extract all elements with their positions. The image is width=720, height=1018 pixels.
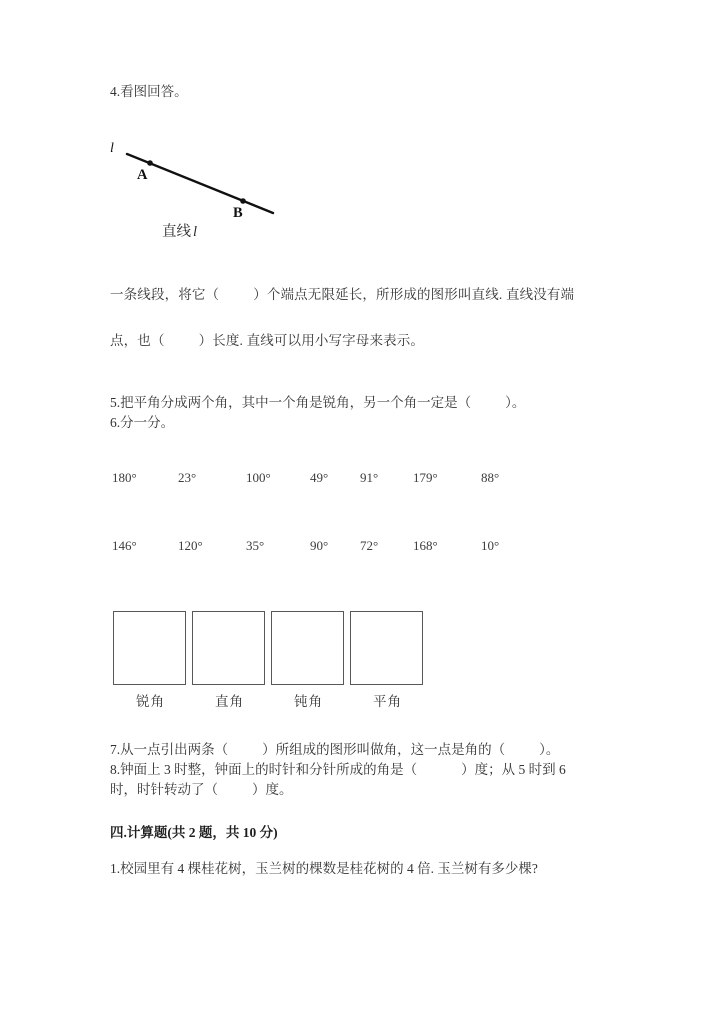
q7-text-b: ）所组成的图形叫做角，这一点是角的（ <box>262 742 506 757</box>
answer-box[interactable] <box>350 611 423 685</box>
q8-text-b: ）度；从 5 时到 6 <box>461 762 566 777</box>
category-box-acute[interactable] <box>113 611 188 710</box>
diagram-caption-italic-l: l <box>193 224 198 240</box>
question-4-heading: 4.看图回答。 <box>110 84 188 99</box>
q8-text-a: 8.钟面上 3 时整，钟面上的时针和分针所成的角是（ <box>110 762 418 777</box>
angle-value: 49° <box>310 470 329 485</box>
category-box-label: 平角 <box>373 694 402 709</box>
q4-text-line1-b: ）个端点无限延长，所形成的图形叫直线. 直线没有端 <box>253 287 575 302</box>
angle-values-row-2 <box>0 538 720 558</box>
line-diagram-svg <box>100 135 320 240</box>
angle-value: 23° <box>178 470 197 485</box>
question-6-heading: 6.分一分。 <box>110 415 175 430</box>
category-box-label: 锐角 <box>136 694 165 709</box>
answer-box[interactable] <box>271 611 344 685</box>
angle-value: 146° <box>112 538 137 553</box>
angle-value: 179° <box>413 470 438 485</box>
q7-text-a: 7.从一点引出两条（ <box>110 742 229 757</box>
q7-text-c: ）。 <box>539 742 560 757</box>
section-question-1: 1.校园里有 4 棵桂花树，玉兰树的棵数是桂花树的 4 倍. 玉兰树有多少棵? <box>110 861 538 876</box>
answer-box[interactable] <box>192 611 265 685</box>
category-box-obtuse[interactable] <box>271 611 346 710</box>
category-box-label: 直角 <box>215 694 244 709</box>
q4-text-line2-a: 点，也（ <box>110 333 165 348</box>
question-4-paragraph <box>110 272 630 364</box>
point-a-label: A <box>137 167 148 183</box>
answer-box[interactable] <box>113 611 186 685</box>
angle-value: 100° <box>246 470 271 485</box>
diagram-caption-text: 直线 <box>162 224 191 240</box>
straight-line-diagram <box>100 135 320 240</box>
angle-category-boxes <box>113 611 453 711</box>
angle-value: 72° <box>360 538 379 553</box>
angle-value: 120° <box>178 538 203 553</box>
angle-value: 35° <box>246 538 265 553</box>
point-b-label: B <box>233 205 243 221</box>
point-a-dot <box>147 160 153 166</box>
category-box-right[interactable] <box>192 611 267 710</box>
section-heading-calculation: 四.计算题(共 2 题，共 10 分) <box>110 825 278 840</box>
question-5 <box>110 394 525 411</box>
category-box-label: 钝角 <box>294 694 323 709</box>
q5-text-tail: ）。 <box>505 395 526 410</box>
q8-text-d: ）度。 <box>252 782 293 797</box>
question-8-line-1 <box>110 761 566 778</box>
q5-text: 5.把平角分成两个角，其中一个角是锐角，另一个角一定是（ <box>110 395 472 410</box>
angle-value: 10° <box>481 538 500 553</box>
angle-value: 168° <box>413 538 438 553</box>
q4-text-line1-a: 一条线段，将它（ <box>110 287 220 302</box>
angle-value: 180° <box>112 470 137 485</box>
angle-values-row-1 <box>0 470 720 490</box>
diagram-caption <box>162 220 197 241</box>
category-box-straight[interactable] <box>350 611 425 710</box>
angle-value: 88° <box>481 470 500 485</box>
q8-text-c: 时，时针转动了（ <box>110 782 218 797</box>
q4-text-line2-b: ）长度. 直线可以用小写字母来表示。 <box>198 333 425 348</box>
question-7 <box>110 741 559 758</box>
point-b-dot <box>240 198 246 204</box>
angle-value: 91° <box>360 470 379 485</box>
line-label-l: l <box>110 141 114 156</box>
angle-value: 90° <box>310 538 329 553</box>
question-8-line-2 <box>110 781 293 798</box>
